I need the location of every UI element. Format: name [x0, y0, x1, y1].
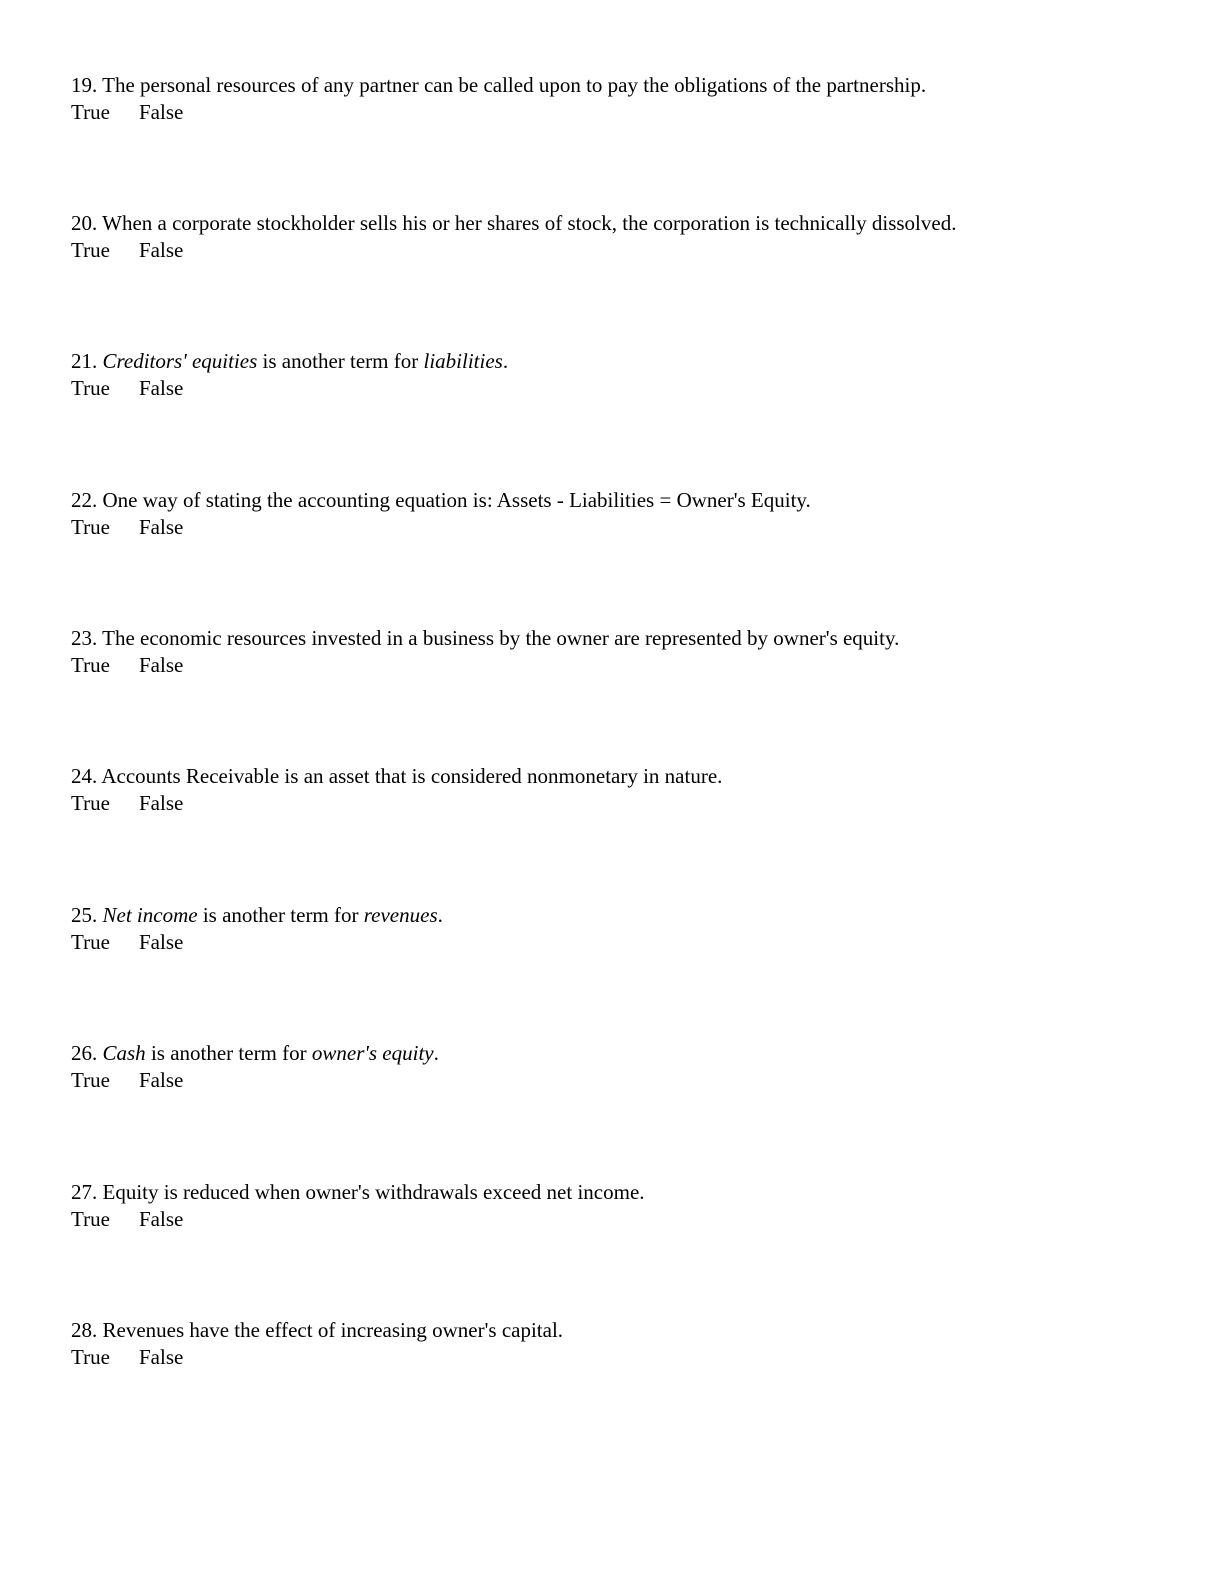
answer-false[interactable]: False	[139, 1345, 184, 1369]
answer-true[interactable]: True	[71, 100, 110, 124]
answer-options	[71, 929, 443, 956]
question-21	[71, 348, 508, 402]
answer-true[interactable]: True	[71, 1207, 110, 1231]
question-text	[71, 1317, 563, 1344]
question-number: 23.	[71, 626, 98, 650]
answer-true[interactable]: True	[71, 930, 110, 954]
question-25	[71, 902, 443, 956]
question-number: 26.	[71, 1041, 98, 1065]
question-text	[71, 902, 443, 929]
answer-true[interactable]: True	[71, 238, 110, 262]
question-19	[71, 72, 926, 126]
question-text	[71, 487, 811, 514]
question-20	[71, 210, 956, 264]
answer-options	[71, 514, 811, 541]
answer-false[interactable]: False	[139, 515, 184, 539]
question-text	[71, 1040, 439, 1067]
question-term-italic: liabilities	[423, 349, 503, 373]
answer-false[interactable]: False	[139, 238, 184, 262]
question-26	[71, 1040, 439, 1094]
answer-true[interactable]: True	[71, 376, 110, 400]
question-segment: is another term for	[197, 903, 364, 927]
question-segment: When a corporate stockholder sells his or her shares of stock, the corporation is technically dissolved.	[97, 211, 957, 235]
question-term-italic: Net income	[102, 903, 198, 927]
question-number: 24.	[71, 764, 98, 788]
question-text	[71, 625, 899, 652]
answer-false[interactable]: False	[139, 376, 184, 400]
question-text	[71, 1179, 645, 1206]
question-text	[71, 348, 508, 375]
answer-options	[71, 652, 899, 679]
question-28	[71, 1317, 563, 1371]
question-segment: .	[433, 1041, 439, 1065]
question-text	[71, 210, 956, 237]
answer-options	[71, 1206, 645, 1233]
answer-false[interactable]: False	[139, 100, 184, 124]
question-27	[71, 1179, 645, 1233]
question-segment: .	[437, 903, 443, 927]
question-term-italic: revenues	[363, 903, 438, 927]
answer-options	[71, 1344, 563, 1371]
question-number: 25.	[71, 903, 98, 927]
question-number: 22.	[71, 488, 98, 512]
question-term-italic: Creditors' equities	[102, 349, 258, 373]
question-segment: Equity is reduced when owner's withdrawals exceed net income.	[97, 1180, 645, 1204]
question-text	[71, 763, 722, 790]
question-number: 19.	[71, 73, 98, 97]
question-segment: is another term for	[145, 1041, 312, 1065]
answer-true[interactable]: True	[71, 791, 110, 815]
answer-options	[71, 1067, 439, 1094]
question-term-italic: owner's equity	[311, 1041, 434, 1065]
question-segment: .	[502, 349, 509, 373]
answer-options	[71, 237, 956, 264]
answer-false[interactable]: False	[139, 653, 184, 677]
answer-false[interactable]: False	[139, 1207, 184, 1231]
question-segment: The economic resources invested in a business by the owner are represented by owner's equity.	[97, 626, 900, 650]
question-23	[71, 625, 899, 679]
answer-options	[71, 790, 722, 817]
question-segment: One way of stating the accounting equation is: Assets - Liabilities = Owner's Equity.	[97, 488, 811, 512]
question-22	[71, 487, 811, 541]
question-number: 21.	[71, 349, 98, 373]
question-number: 28.	[71, 1318, 98, 1342]
answer-true[interactable]: True	[71, 515, 110, 539]
question-segment: Revenues have the effect of increasing owner's capital.	[97, 1318, 564, 1342]
answer-true[interactable]: True	[71, 653, 110, 677]
answer-false[interactable]: False	[139, 1068, 184, 1092]
answer-false[interactable]: False	[139, 930, 184, 954]
question-text	[71, 72, 926, 99]
answer-true[interactable]: True	[71, 1345, 110, 1369]
question-segment: Accounts Receivable is an asset that is considered nonmonetary in nature.	[97, 764, 723, 788]
question-segment: is another term for	[257, 349, 424, 373]
question-number: 20.	[71, 211, 98, 235]
answer-options	[71, 375, 508, 402]
answer-false[interactable]: False	[139, 791, 184, 815]
question-segment: The personal resources of any partner can be called upon to pay the obligations of the partnership.	[97, 73, 927, 97]
answer-true[interactable]: True	[71, 1068, 110, 1092]
answer-options	[71, 99, 926, 126]
question-term-italic: Cash	[102, 1041, 146, 1065]
question-number: 27.	[71, 1180, 98, 1204]
question-24	[71, 763, 722, 817]
